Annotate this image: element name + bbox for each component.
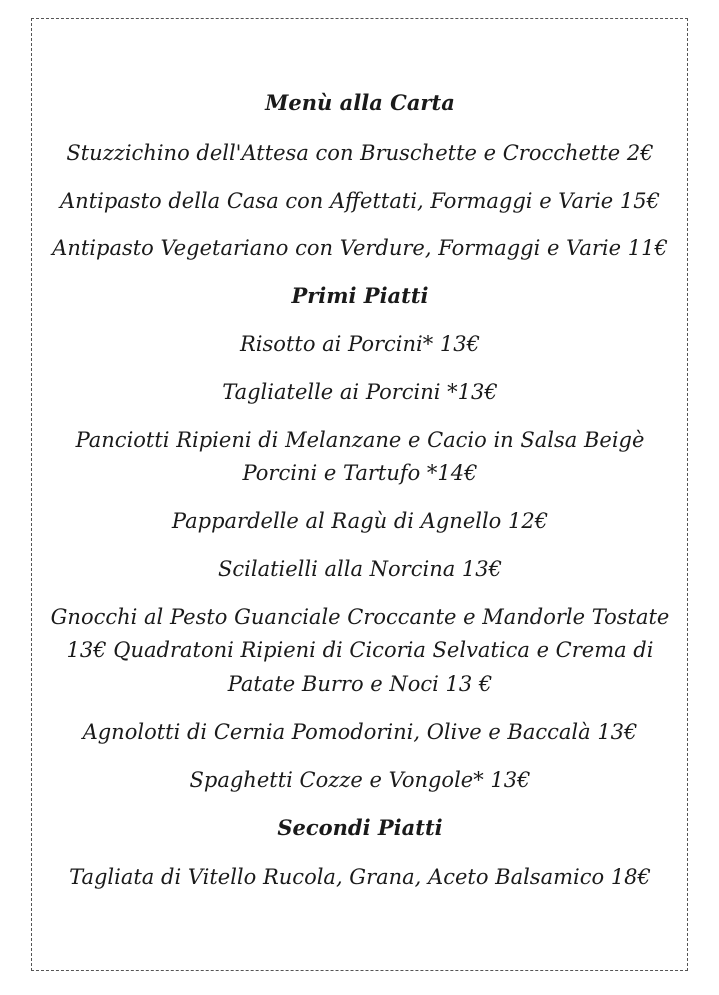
menu-item-gnocchi-line-1: Gnocchi al Pesto Guanciale Croccante e Mandorle Tostate [50,605,670,629]
menu-item-antipasto-vegetariano: Antipasto Vegetariano con Verdure, Formaggi e Varie 11€ [52,236,668,260]
menu-item-panciotti-line-2: Porcini e Tartufo *14€ [242,461,478,485]
menu-item-pappardelle: Pappardelle al Ragù di Agnello 12€ [171,509,549,533]
section-heading-primi: Primi Piatti [291,283,429,308]
menu-item-scialatielli: Scilatielli alla Norcina 13€ [218,557,502,581]
menu-item-tagliata: Tagliata di Vitello Rucola, Grana, Aceto Balsamico 18€ [69,865,651,889]
menu-title: Menù alla Carta [265,90,455,115]
menu-item-antipasto-casa: Antipasto della Casa con Affettati, Formaggi e Varie 15€ [60,189,660,213]
menu-item-gnocchi-line-2: 13€ Quadratoni Ripieni di Cicoria Selvatica e Crema di [66,638,654,662]
menu-item-stuzzichino: Stuzzichino dell'Attesa con Bruschette e Crocchette 2€ [66,141,654,165]
menu-item-risotto: Risotto ai Porcini* 13€ [240,332,480,356]
menu-item-agnolotti: Agnolotti di Cernia Pomodorini, Olive e Baccalà 13€ [82,720,638,744]
menu-item-gnocchi-line-3: Patate Burro e Noci 13 € [227,672,493,696]
menu-item-tagliatelle: Tagliatelle ai Porcini *13€ [222,380,498,404]
section-heading-secondi: Secondi Piatti [277,815,443,840]
menu-item-panciotti-line-1: Panciotti Ripieni di Melanzane e Cacio in Salsa Beigè [75,428,645,452]
menu-item-spaghetti: Spaghetti Cozze e Vongole* 13€ [189,768,531,792]
